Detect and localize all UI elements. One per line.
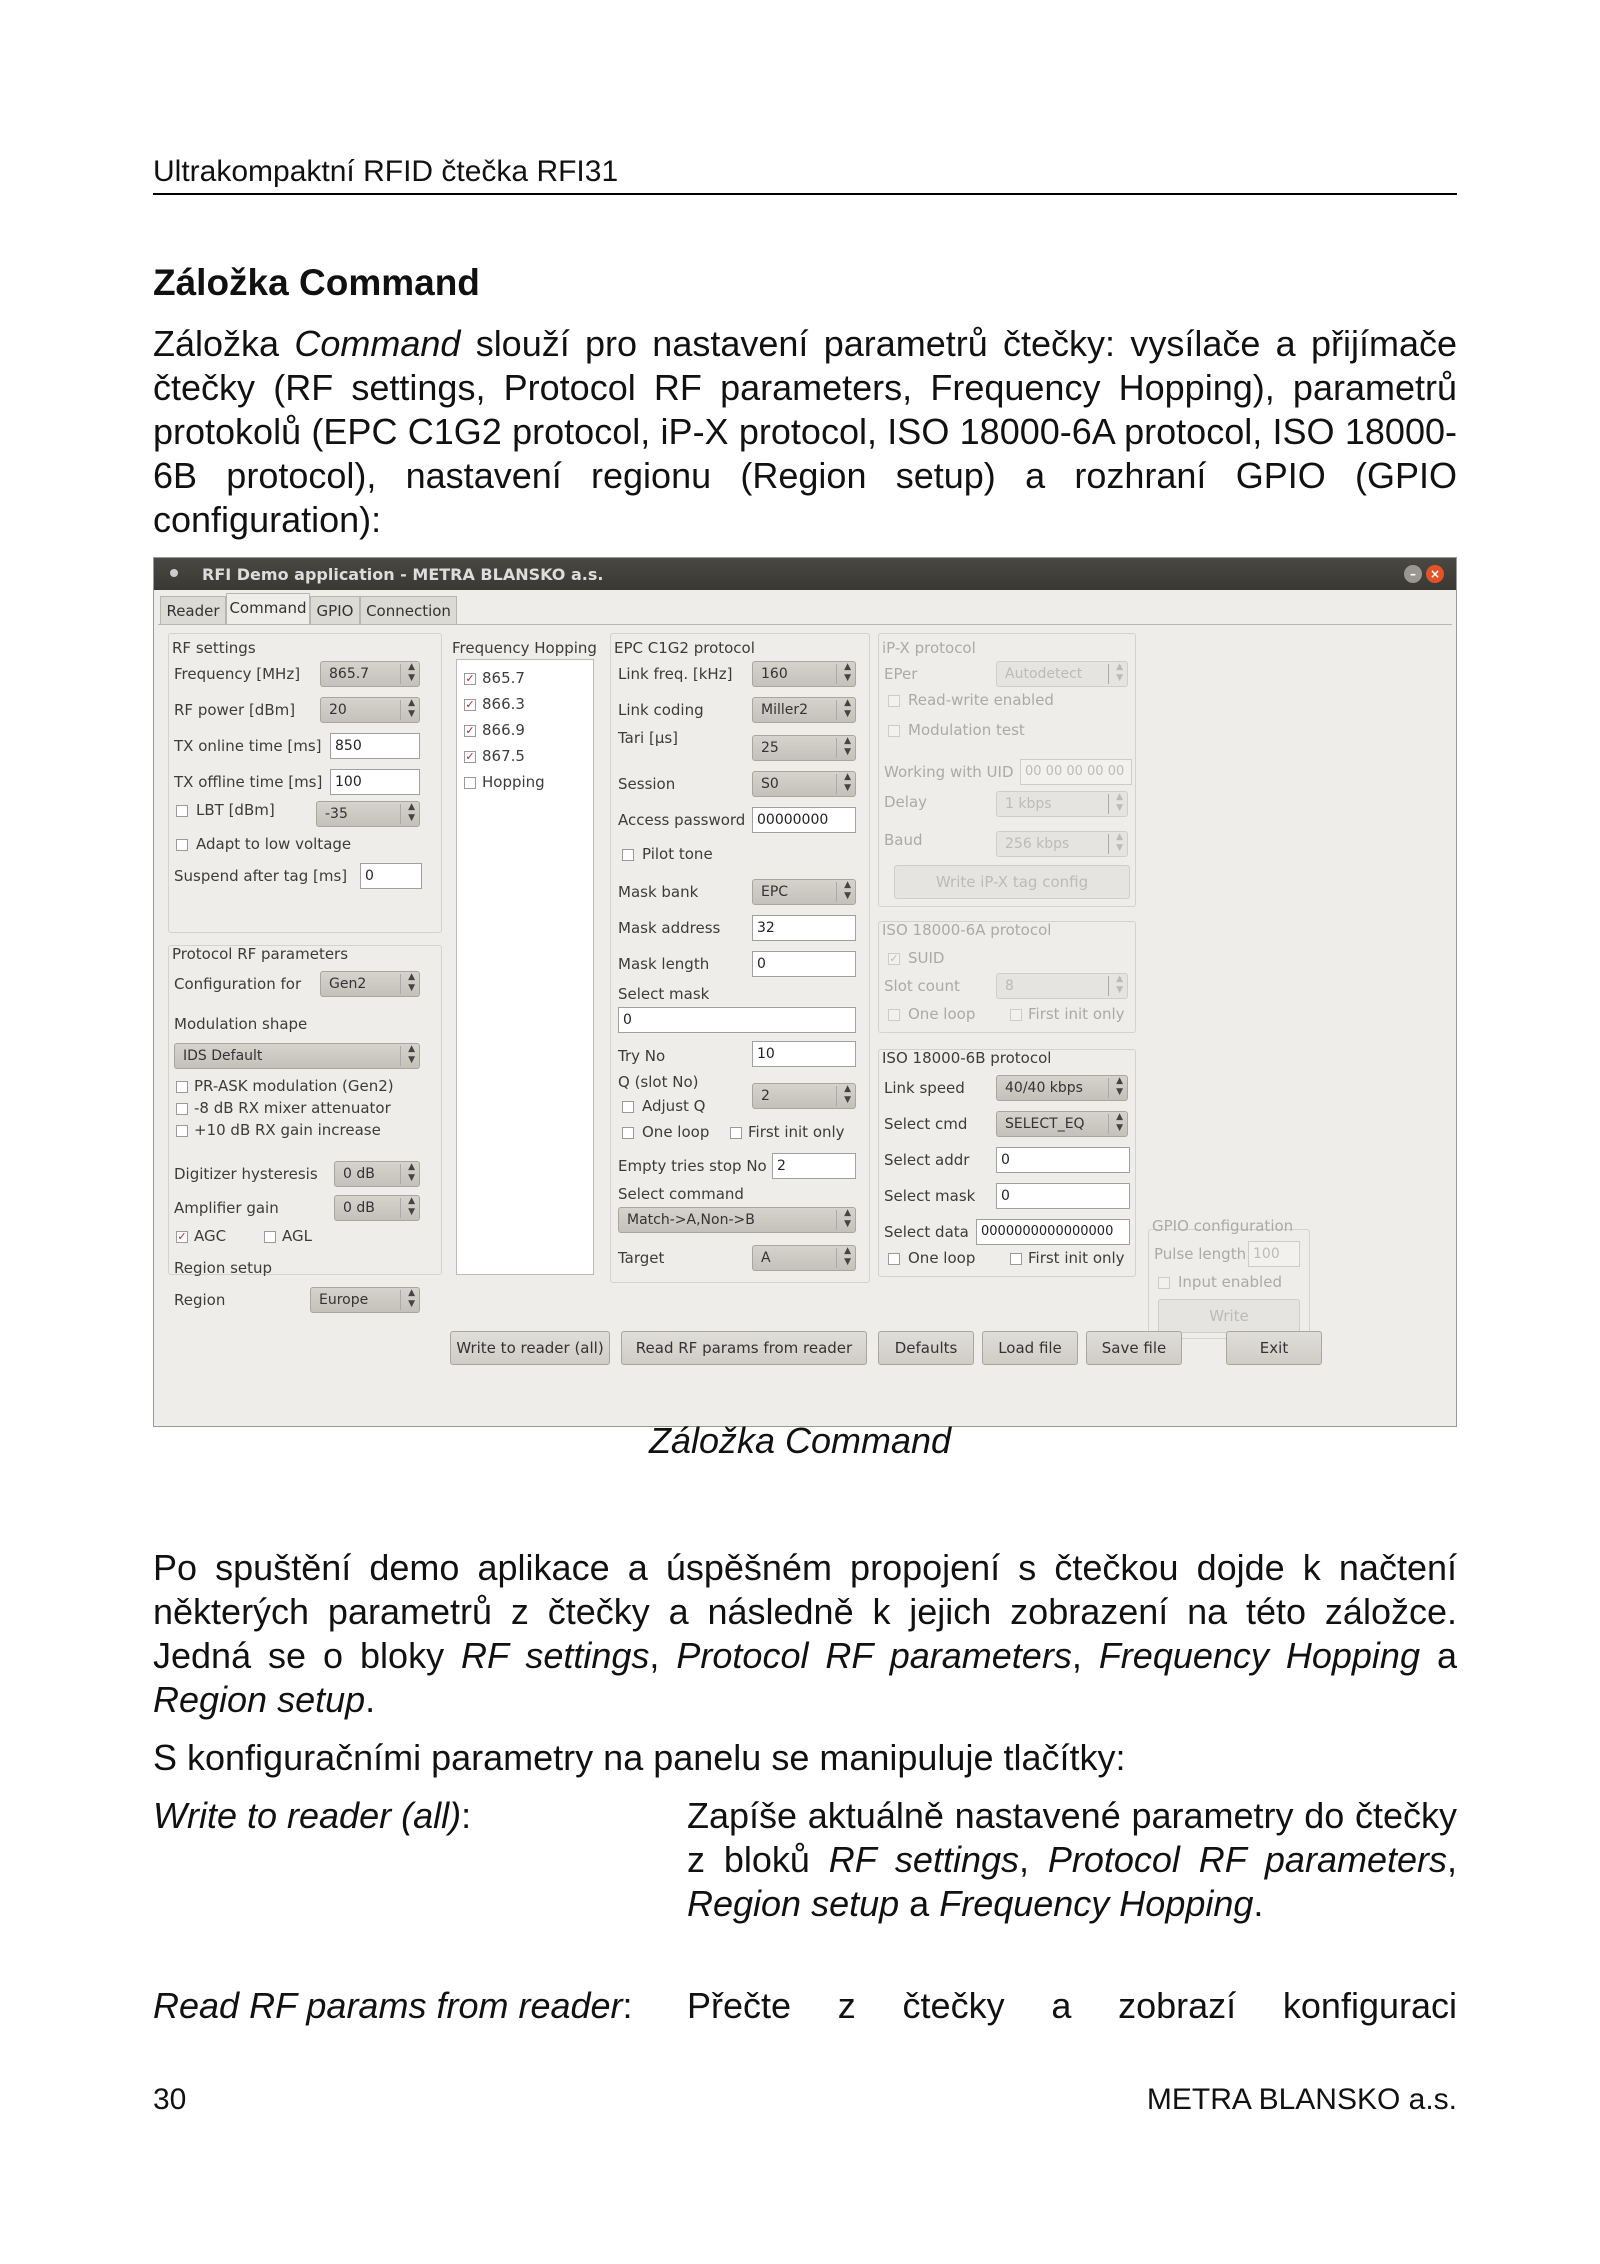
spin-arrows-icon: ▲ ▼ — [844, 1084, 851, 1105]
tab-reader[interactable]: Reader — [160, 596, 226, 624]
tari-label: Tari [µs] — [618, 729, 679, 747]
mixer-checkbox[interactable] — [176, 1103, 188, 1115]
spin-arrows-icon: ▲ ▼ — [844, 662, 851, 683]
freq-checkbox-2[interactable]: ✓ — [465, 698, 475, 711]
write-to-reader-all-button[interactable]: Write to reader (all) — [450, 1331, 610, 1365]
footer-company: METRA BLANSKO a.s. — [1146, 2083, 1457, 2116]
spin-arrows-icon: ▲ ▼ — [844, 698, 851, 719]
definition-desc-1 — [687, 1794, 1457, 1926]
link-freq-combo[interactable] — [752, 661, 856, 687]
region-label: Region — [174, 1291, 226, 1309]
input-enabled-checkbox[interactable] — [1158, 1277, 1170, 1289]
agl-checkbox[interactable] — [264, 1231, 276, 1243]
baud-value: 256 kbps — [1005, 836, 1070, 852]
mask-bank-label: Mask bank — [618, 883, 699, 901]
delay-combo[interactable] — [996, 791, 1128, 817]
definition-term-1 — [153, 1794, 471, 1838]
frequency-value: 865.7 — [329, 666, 370, 682]
desc1-text-1: Zapíše aktuálně nastavené parametry do čtečky z bloků — [687, 1795, 1457, 1880]
mask-addr-field[interactable]: 32 — [752, 915, 856, 941]
link-speed-value: 40/40 kbps — [1005, 1080, 1083, 1096]
rw-checkbox[interactable] — [888, 695, 900, 707]
para2-italic-2: Protocol RF parameters — [676, 1635, 1072, 1676]
defaults-button[interactable]: Defaults — [878, 1331, 974, 1365]
spin-arrows-icon: ▲ ▼ — [844, 880, 851, 901]
term1-text: Write to reader (all) — [153, 1795, 462, 1836]
intro-paragraph — [153, 322, 1457, 542]
header-title: Ultrakompaktní RFID čtečka RFI31 — [153, 155, 619, 188]
spin-arrows-icon: ▲ ▼ — [408, 698, 415, 719]
gpio-title: GPIO configuration — [1152, 1217, 1294, 1235]
iso6b-select-cmd-label: Select cmd — [884, 1115, 968, 1133]
para2-text-3: , — [1071, 1635, 1082, 1676]
spin-arrows-icon: ▲ ▼ — [844, 1246, 851, 1267]
select-mask-field[interactable]: 0 — [618, 1007, 856, 1033]
write-ipx-button[interactable]: Write iP-X tag config — [894, 865, 1130, 899]
select-mask-label: Select mask — [618, 985, 710, 1003]
paragraph-2 — [153, 1546, 1457, 1722]
eper-value: Autodetect — [1005, 666, 1083, 682]
pulse-field[interactable]: 100 — [1248, 1241, 1300, 1267]
tab-connection[interactable]: Connection — [360, 596, 457, 624]
definition-term-2 — [153, 1984, 633, 2028]
rw-label: Read-write enabled — [908, 691, 1054, 709]
link-speed-combo[interactable] — [996, 1075, 1128, 1101]
window-titlebar — [154, 558, 1456, 590]
select-data-field[interactable]: 0000000000000000 — [976, 1219, 1130, 1245]
pilot-checkbox[interactable] — [622, 849, 634, 861]
region-title: Region setup — [174, 1259, 273, 1277]
config-for-combo[interactable] — [320, 971, 420, 997]
para2-text-1: Po spuštění demo aplikace a úspěšném propojení s čtečkou dojde k načtení některých parametrů z čtečky a následně k jejich zobrazení na této záložce. Jedná se o bloky — [153, 1547, 1457, 1676]
tab-gpio[interactable]: GPIO — [310, 596, 360, 624]
adjust-q-label: Adjust Q — [642, 1097, 706, 1115]
freq-item-2: 866.3 — [482, 695, 525, 713]
link-speed-label: Link speed — [884, 1079, 965, 1097]
mask-len-label: Mask length — [618, 955, 710, 973]
spin-arrows-icon: ▲ ▼ — [408, 1196, 415, 1217]
save-file-button[interactable]: Save file — [1086, 1331, 1182, 1365]
access-pwd-field[interactable]: 00000000 — [752, 807, 856, 833]
mask-len-field[interactable]: 0 — [752, 951, 856, 977]
uid-label: Working with UID — [884, 763, 1014, 781]
link-coding-value: Miller2 — [761, 702, 809, 718]
desc1-text-3: , — [1446, 1839, 1457, 1880]
session-value: S0 — [761, 776, 779, 792]
hopping-checkbox[interactable] — [464, 777, 476, 789]
uid-field[interactable]: 00 00 00 00 00 — [1020, 759, 1132, 785]
gpio-write-button[interactable]: Write — [1158, 1299, 1300, 1333]
definition-desc-2: Přečte z čtečky a zobrazí konfiguraci — [687, 1985, 1457, 2026]
spin-arrows-icon: ▲ ▼ — [408, 802, 415, 823]
tari-value: 25 — [761, 740, 779, 756]
spin-arrows-icon: ▲ ▼ — [844, 772, 851, 793]
digitizer-combo[interactable] — [334, 1161, 420, 1187]
section-title: Záložka Command — [153, 262, 480, 303]
mod-shape-combo[interactable] — [174, 1043, 420, 1069]
empty-tries-field[interactable]: 2 — [772, 1153, 856, 1179]
q-value: 2 — [761, 1088, 770, 1104]
para2-text-4: a — [1436, 1635, 1457, 1676]
para2-italic-1: RF settings — [461, 1635, 650, 1676]
epc-one-loop-checkbox[interactable] — [622, 1127, 634, 1139]
load-file-button[interactable]: Load file — [982, 1331, 1078, 1365]
exit-button[interactable]: Exit — [1226, 1331, 1322, 1365]
lbt-combo[interactable] — [316, 801, 420, 827]
paragraph-3: S konfiguračními parametry na panelu se manipuluje tlačítky: — [153, 1737, 1126, 1778]
delay-label: Delay — [884, 793, 928, 811]
intro-text-2: slouží pro nastavení parametrů čtečky: vysílače a přijímače čtečky (RF settings, Protocol RF parameters, Frequency Hopping), parametrů protokolů (EPC C1G2 protocol, iP-X protocol, ISO 18000-6A protocol, ISO 18000-6B protocol), nastavení regionu (Region setup) a rozhraní GPIO (GPIO configuration): — [153, 323, 1457, 540]
spin-arrows-icon: ▲ ▼ — [1116, 662, 1123, 683]
mod-shape-label: Modulation shape — [174, 1015, 308, 1033]
term1-colon: : — [461, 1795, 472, 1836]
target-value: A — [761, 1250, 771, 1266]
freq-checkbox-4[interactable]: ✓ — [465, 750, 475, 763]
adapt-checkbox[interactable] — [176, 839, 188, 851]
desc1-text-4: a — [909, 1883, 930, 1924]
spin-arrows-icon: ▲ ▼ — [408, 972, 415, 993]
select-data-label: Select data — [884, 1223, 969, 1241]
iso6a-title: ISO 18000-6A protocol — [882, 921, 1052, 939]
freq-item-1: 865.7 — [482, 669, 525, 687]
para2-text-5: . — [365, 1679, 376, 1720]
slot-label: Slot count — [884, 977, 960, 995]
spin-arrows-icon: ▲ ▼ — [408, 1162, 415, 1183]
link-coding-label: Link coding — [618, 701, 704, 719]
suspend-label: Suspend after tag [ms] — [174, 867, 348, 885]
lbt-value: -35 — [325, 806, 348, 822]
intro-italic: Command — [294, 323, 461, 364]
intro-text-1: Záložka — [153, 323, 280, 364]
spin-arrows-icon: ▲ ▼ — [408, 662, 415, 683]
read-rf-params-button[interactable]: Read RF params from reader — [621, 1331, 867, 1365]
agc-checkbox[interactable]: ✓ — [177, 1230, 187, 1243]
pulse-label: Pulse length — [1154, 1245, 1247, 1263]
access-pwd-label: Access password — [618, 811, 746, 829]
baud-label: Baud — [884, 831, 923, 849]
freq-checkbox-3[interactable]: ✓ — [465, 724, 475, 737]
freq-hopping-list — [456, 659, 594, 1275]
input-enabled-label: Input enabled — [1178, 1273, 1282, 1291]
iso6b-title: ISO 18000-6B protocol — [882, 1049, 1052, 1067]
tx-online-field[interactable]: 850 — [330, 733, 420, 759]
rf-power-label: RF power [dBm] — [174, 701, 296, 719]
para2-italic-4: Region setup — [153, 1679, 366, 1720]
link-coding-combo[interactable] — [752, 697, 856, 723]
desc1-italic-2: Protocol RF parameters — [1047, 1839, 1447, 1880]
iso6b-select-cmd-combo[interactable] — [996, 1111, 1128, 1137]
eper-label: EPer — [884, 665, 918, 683]
session-label: Session — [618, 775, 676, 793]
agc-label: AGC — [194, 1227, 227, 1245]
select-addr-field[interactable]: 0 — [996, 1147, 1130, 1173]
gain-inc-checkbox[interactable] — [176, 1125, 188, 1137]
iso6b-select-mask-field[interactable]: 0 — [996, 1183, 1130, 1209]
window-menu-icon[interactable] — [170, 569, 178, 577]
mixer-label: -8 dB RX mixer attenuator — [194, 1099, 391, 1117]
link-freq-value: 160 — [761, 666, 788, 682]
iso6b-one-loop-checkbox[interactable] — [888, 1253, 900, 1265]
amp-label: Amplifier gain — [174, 1199, 279, 1217]
iso6a-first-init-checkbox[interactable] — [1010, 1009, 1022, 1021]
freq-item-4: 867.5 — [482, 747, 525, 765]
baud-combo[interactable] — [996, 831, 1128, 857]
term2-colon: : — [622, 1985, 633, 2026]
command-tab-content — [158, 624, 1452, 1415]
minimize-icon[interactable]: – — [1404, 565, 1422, 583]
pilot-label: Pilot tone — [642, 845, 713, 863]
spin-arrows-icon: ▲ ▼ — [844, 736, 851, 757]
link-freq-label: Link freq. [kHz] — [618, 665, 733, 683]
target-combo[interactable] — [752, 1245, 856, 1271]
lbt-checkbox[interactable] — [176, 805, 188, 817]
amp-combo[interactable] — [334, 1195, 420, 1221]
agl-label: AGL — [282, 1227, 312, 1245]
select-cmd-combo[interactable] — [618, 1207, 856, 1233]
protocol-rf-title: Protocol RF parameters — [172, 945, 349, 963]
gain-inc-label: +10 dB RX gain increase — [194, 1121, 381, 1139]
q-label: Q (slot No) — [618, 1073, 699, 1091]
empty-tries-label: Empty tries stop No — [618, 1157, 767, 1175]
app-screenshot — [153, 557, 1457, 1427]
freq-hopping-title: Frequency Hopping — [452, 639, 597, 657]
lbt-label: LBT [dBm] — [196, 801, 275, 819]
rf-power-value: 20 — [329, 702, 347, 718]
frequency-label: Frequency [MHz] — [174, 665, 301, 683]
frequency-combo[interactable] — [320, 661, 420, 687]
iso6b-select-cmd-value: SELECT_EQ — [1005, 1116, 1085, 1132]
region-value: Europe — [319, 1292, 369, 1308]
term2-text: Read RF params from reader — [153, 1985, 623, 2026]
try-no-label: Try No — [618, 1047, 666, 1065]
freq-checkbox-1[interactable]: ✓ — [465, 672, 475, 685]
try-no-field[interactable]: 10 — [752, 1041, 856, 1067]
tx-offline-label: TX offline time [ms] — [174, 773, 323, 791]
spin-arrows-icon: ▲ ▼ — [1116, 792, 1123, 813]
spin-arrows-icon: ▲ ▼ — [1116, 832, 1123, 853]
desc1-text-2: , — [1018, 1839, 1029, 1880]
mask-bank-combo[interactable] — [752, 879, 856, 905]
page-header — [153, 153, 1457, 195]
select-cmd-value: Match->A,Non->B — [627, 1212, 755, 1228]
iso6b-select-mask-label: Select mask — [884, 1187, 976, 1205]
rf-settings-title: RF settings — [172, 639, 256, 657]
window-title: RFI Demo application - METRA BLANSKO a.s. — [202, 565, 604, 584]
desc1-italic-1: RF settings — [828, 1839, 1019, 1880]
hopping-label: Hopping — [482, 773, 545, 791]
eper-combo[interactable] — [996, 661, 1128, 687]
tari-combo[interactable] — [752, 735, 856, 761]
adapt-label: Adapt to low voltage — [196, 835, 352, 853]
suspend-field[interactable]: 0 — [360, 863, 422, 889]
epc-first-init-checkbox[interactable] — [730, 1127, 742, 1139]
target-label: Target — [618, 1249, 665, 1267]
amp-value: 0 dB — [343, 1200, 375, 1216]
epc-first-init-label: First init only — [748, 1123, 845, 1141]
slot-value: 8 — [1005, 978, 1014, 994]
iso6a-first-init-label: First init only — [1028, 1005, 1125, 1023]
region-combo[interactable] — [310, 1287, 420, 1313]
spin-arrows-icon: ▲ ▼ — [1116, 1076, 1123, 1097]
mod-shape-value: IDS Default — [183, 1048, 263, 1064]
suid-checkbox[interactable]: ✓ — [889, 952, 899, 965]
desc1-text-5: . — [1253, 1883, 1264, 1924]
iso6a-one-loop-label: One loop — [908, 1005, 976, 1023]
figure-caption: Záložka Command — [648, 1420, 952, 1461]
digitizer-label: Digitizer hysteresis — [174, 1165, 318, 1183]
pr-ask-label: PR-ASK modulation (Gen2) — [194, 1077, 394, 1095]
suid-label: SUID — [908, 949, 945, 967]
iso6a-one-loop-checkbox[interactable] — [888, 1009, 900, 1021]
config-for-label: Configuration for — [174, 975, 302, 993]
slot-combo[interactable] — [996, 973, 1128, 999]
iso6b-first-init-checkbox[interactable] — [1010, 1253, 1022, 1265]
para2-text-2: , — [649, 1635, 660, 1676]
select-addr-label: Select addr — [884, 1151, 970, 1169]
para2-italic-3: Frequency Hopping — [1098, 1635, 1420, 1676]
iso6b-one-loop-label: One loop — [908, 1249, 976, 1267]
close-icon[interactable]: × — [1426, 565, 1444, 583]
desc1-italic-4: Frequency Hopping — [939, 1883, 1254, 1924]
mask-bank-value: EPC — [761, 884, 789, 900]
tx-online-label: TX online time [ms] — [174, 737, 322, 755]
spin-arrows-icon: ▲ ▼ — [844, 1208, 851, 1229]
mod-test-label: Modulation test — [908, 721, 1025, 739]
adjust-q-checkbox[interactable] — [622, 1101, 634, 1113]
spin-arrows-icon: ▲ ▼ — [1116, 974, 1123, 995]
select-cmd-label: Select command — [618, 1185, 744, 1203]
epc-title: EPC C1G2 protocol — [614, 639, 755, 657]
tab-command[interactable]: Command — [226, 593, 310, 624]
spin-arrows-icon: ▲ ▼ — [1116, 1112, 1123, 1133]
tx-offline-field[interactable]: 100 — [330, 769, 420, 795]
spin-arrows-icon: ▲ ▼ — [408, 1044, 415, 1065]
config-for-value: Gen2 — [329, 976, 367, 992]
epc-one-loop-label: One loop — [642, 1123, 710, 1141]
freq-item-3: 866.9 — [482, 721, 525, 739]
mod-test-checkbox[interactable] — [888, 725, 900, 737]
page-number: 30 — [153, 2083, 187, 2116]
pr-ask-checkbox[interactable] — [176, 1081, 188, 1093]
q-combo[interactable] — [752, 1083, 856, 1109]
spin-arrows-icon: ▲ ▼ — [408, 1288, 415, 1309]
session-combo[interactable] — [752, 771, 856, 797]
rf-power-combo[interactable] — [320, 697, 420, 723]
delay-value: 1 kbps — [1005, 796, 1052, 812]
iso6b-first-init-label: First init only — [1028, 1249, 1125, 1267]
ipx-title: iP-X protocol — [882, 639, 976, 657]
mask-addr-label: Mask address — [618, 919, 721, 937]
desc1-italic-3: Region setup — [687, 1883, 900, 1924]
digitizer-value: 0 dB — [343, 1166, 375, 1182]
